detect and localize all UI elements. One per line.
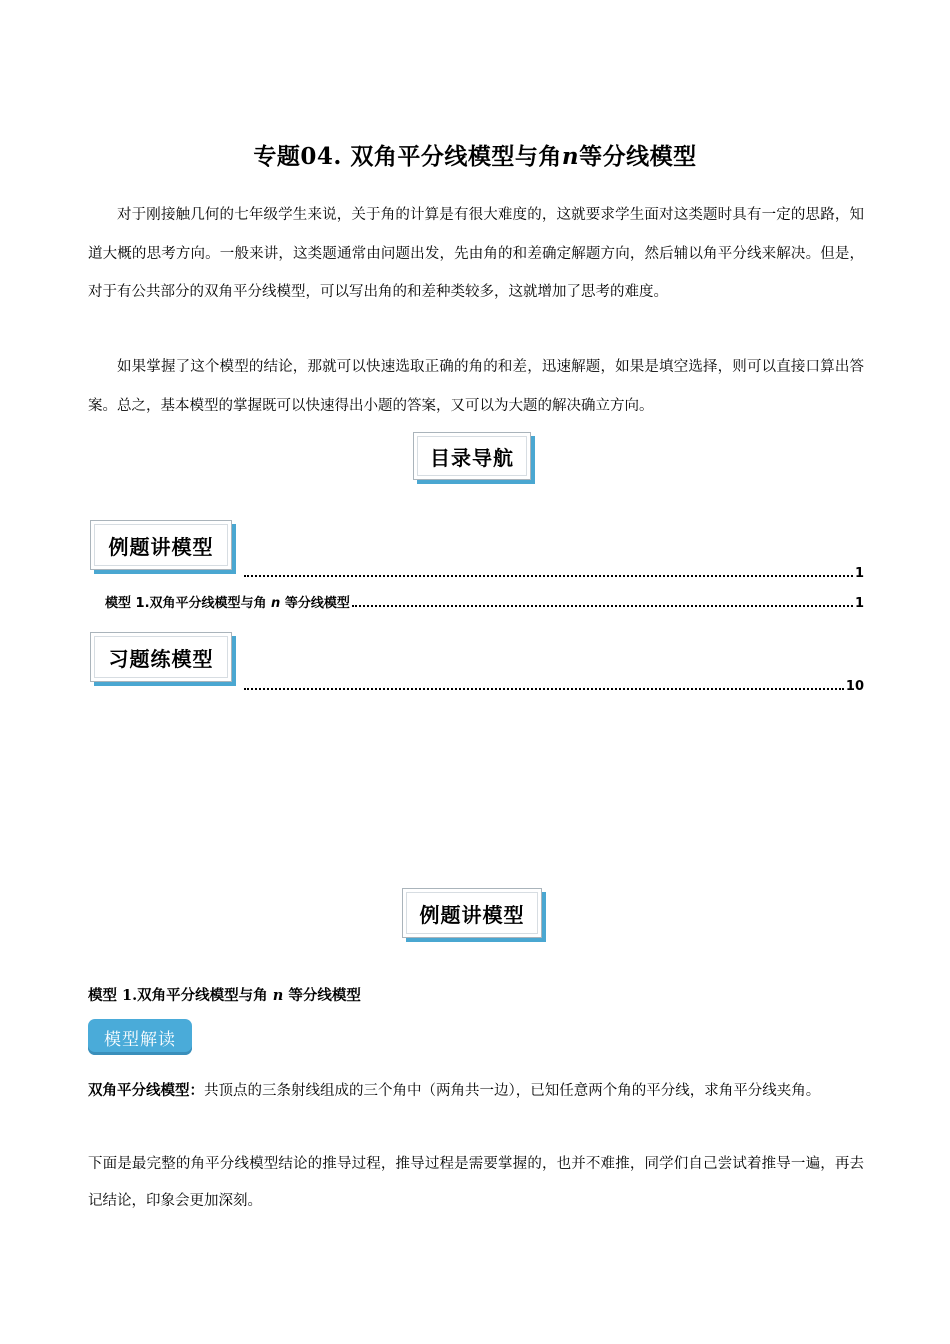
toc-page-number: 1 bbox=[854, 566, 864, 581]
toc-nav-heading: 目录导航 bbox=[413, 432, 531, 480]
definition-term: 双角平分线模型： bbox=[88, 1082, 204, 1099]
model-interpretation-tag: 模型解读 bbox=[88, 1019, 192, 1055]
definition-text: 共顶点的三条射线组成的三个角中（两角共一边），已知任意两个角的平分线，求角平分线夹角。 bbox=[204, 1083, 821, 1099]
toc-entry-examples[interactable] bbox=[242, 566, 864, 581]
page-title: 专题04. 双角平分线模型与角n等分线模型 bbox=[253, 143, 697, 170]
model-1-title: 模型 1.双角平分线模型与角 n 等分线模型 bbox=[88, 987, 361, 1004]
section-example-heading: 例题讲模型 bbox=[402, 888, 542, 938]
toc-page-number: 10 bbox=[845, 679, 864, 694]
toc-leader-dots bbox=[352, 605, 853, 607]
derivation-note: 下面是最完整的角平分线模型结论的推导过程，推导过程是需要掌握的，也并不难推，同学们自己尝试着推导一遍，再去记结论，印象会更加深刻。 bbox=[88, 1156, 864, 1209]
toc-leader-dots bbox=[244, 688, 844, 690]
toc-leader-dots bbox=[244, 575, 853, 577]
toc-example-heading: 例题讲模型 bbox=[90, 520, 232, 570]
toc-entry-practice[interactable] bbox=[242, 679, 864, 694]
intro-paragraph-1: 对于刚接触几何的七年级学生来说，关于角的计算是有很大难度的，这就要求学生面对这类题时具有一定的思路，知道大概的思考方向。一般来讲，这类题通常由问题出发，先由角的和差确定解题方向，然后辅以角平分线来解决。但是，对于有公共部分的双角平分线模型，可以写出角的和差种类较多，这就增加了思考的难度。 bbox=[88, 207, 864, 300]
model-definition bbox=[88, 1072, 864, 1110]
toc-page-number: 1 bbox=[854, 596, 864, 611]
toc-practice-heading: 习题练模型 bbox=[90, 632, 232, 682]
toc-entry-model-1[interactable] bbox=[105, 592, 864, 611]
intro-paragraph-2: 如果掌握了这个模型的结论，那就可以快速选取正确的角的和差，迅速解题，如果是填空选择，则可以直接口算出答案。总之，基本模型的掌握既可以快速得出小题的答案，又可以为大题的解决确立方向。 bbox=[88, 359, 864, 414]
toc-entry-label: 模型 1.双角平分线模型与角 n 等分线模型 bbox=[105, 596, 350, 611]
